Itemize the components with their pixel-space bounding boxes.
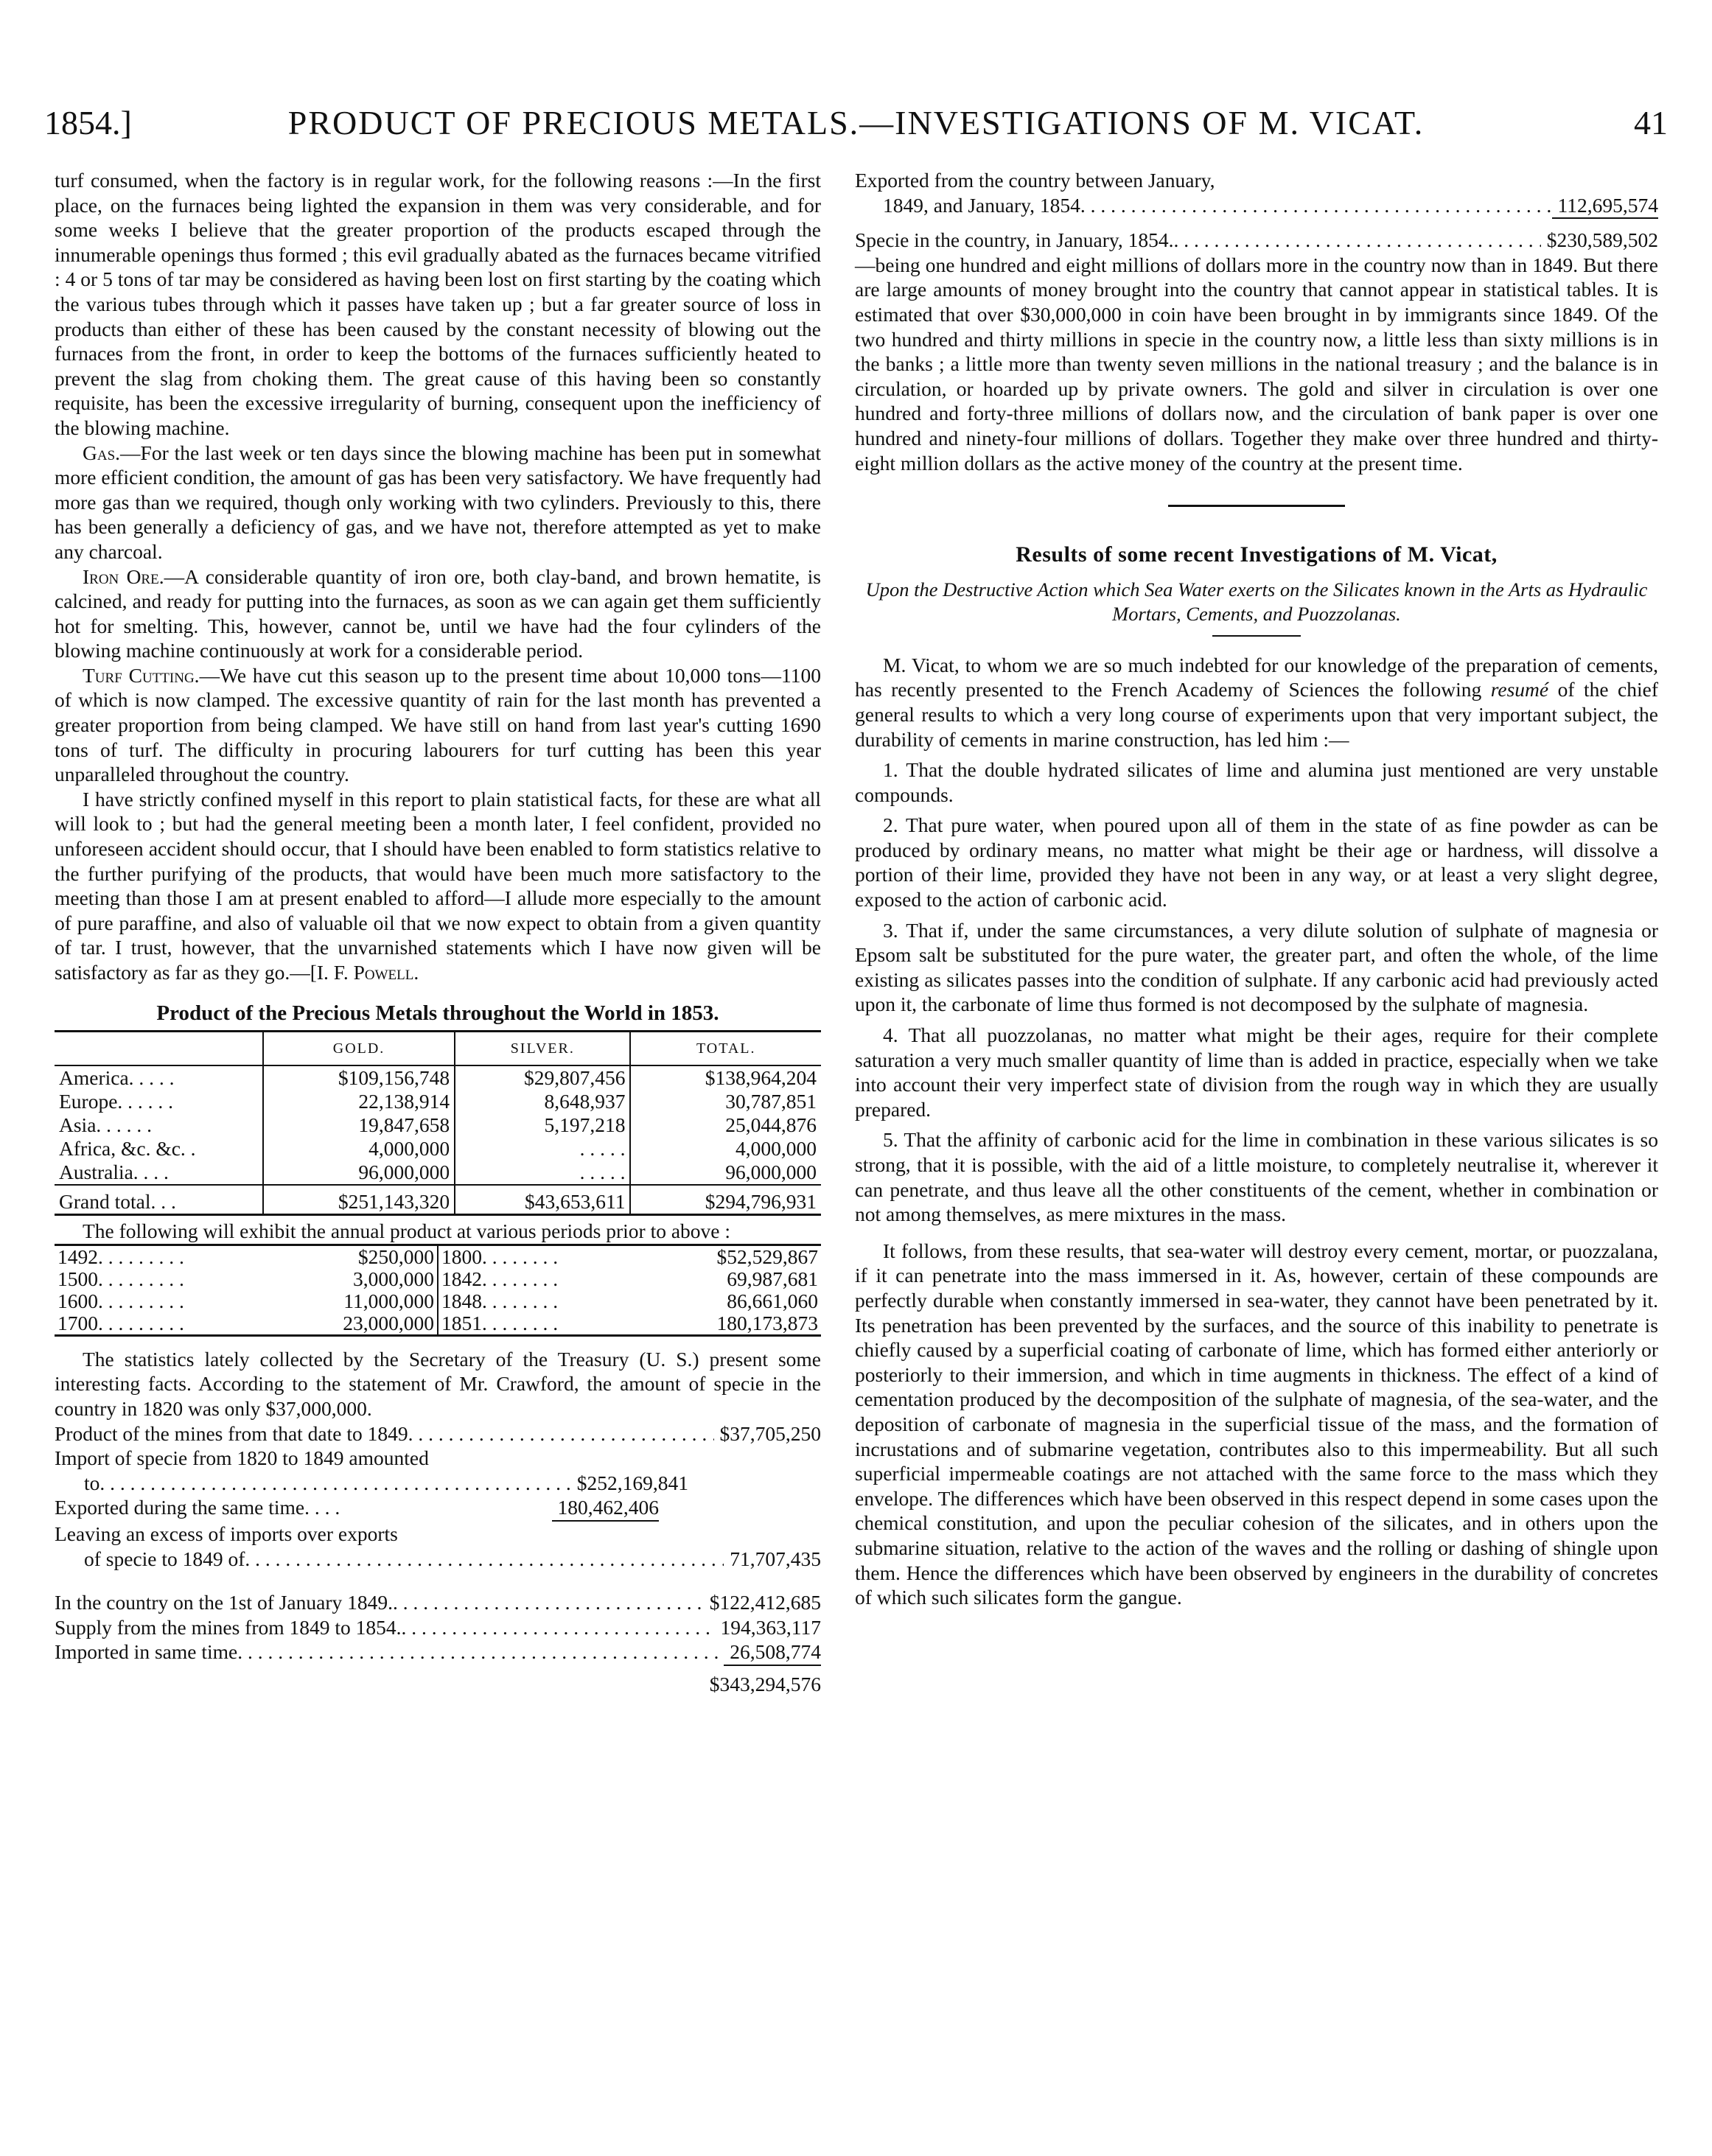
total-cell: $138,964,204 <box>630 1065 821 1090</box>
report-paragraph <box>55 787 821 985</box>
paragraph: turf consumed, when the factory is in regular work, for the following reasons :—In the first place, on the furnaces being lighted the expansion in them was very considerable, and for some weeks I believe that the greater proportion of the products escaped through the innumerable openings thus formed ; this evil gradually abated as the furnaces became vitrified : 4 or 5 tons of tar may be considered as having been lost on first starting by the coating which the various tubes through which it passes have taken up ; but a far greater source of loss in products than either of these has been caused by the constant necessity of blowing out the furnaces from the front, in order to keep the bottoms of the furnaces sufficiently heated to prevent the slag from choking them. The great cause of this having been so constantly requisite, has been the excessive irregularity of burning, consequent upon the inefficiency of the blowing machine. <box>55 169 821 439</box>
total-cell: 30,787,851 <box>630 1090 821 1113</box>
silver-cell: $29,807,456 <box>455 1065 630 1090</box>
ledger-label: Exported from the country between January, <box>855 169 1215 192</box>
ledger-value: 194,363,117 <box>720 1615 821 1639</box>
report-signature: Powell. <box>353 961 419 984</box>
value-cell: 180,173,873 <box>716 1311 818 1334</box>
gold-cell: 22,138,914 <box>263 1090 455 1113</box>
table-row <box>55 1090 821 1113</box>
annual-product-table <box>55 1244 821 1337</box>
ledger-value: 71,707,435 <box>730 1547 821 1570</box>
silver-cell: 8,648,937 <box>455 1090 630 1113</box>
silver-cell: $43,653,611 <box>455 1185 630 1215</box>
left-column <box>55 168 821 1697</box>
iron-ore-label: Iron Ore. <box>83 564 164 588</box>
gold-cell: $109,156,748 <box>263 1065 455 1090</box>
header-year: 1854.] <box>44 104 132 141</box>
gold-cell: 96,000,000 <box>263 1161 455 1185</box>
year-cell: 1492. . . . . . . . . <box>57 1245 184 1268</box>
intro-text: M. Vicat, to whom we are so much indebted for our knowledge of the preparation of cements, has recently presented to the French Academy of Sciences the following <box>855 653 1658 701</box>
silver-header: SILVER. <box>455 1032 630 1066</box>
report-text: I have strictly confined myself in this report to plain statistical facts, for these are what all will look to ; but had the general meeting been a month later, I feel confident, provided no unforeseen accident should occur, that I should have been enabled to form statistics relative to the further purifying of the products, that would have been much more satisfactory to the meeting than those I am at present enabled to afford—I allude more especially to the amount of pure paraffine, and also of valuable oil that we now expect to obtain from a given quantity of tar. I trust, however, that the unvarnished statements which I have now given will be satisfactory as far as they go.—[I. F. <box>55 787 821 984</box>
table-row <box>55 1137 821 1161</box>
ledger-label: Exported during the same time. . . . <box>55 1496 340 1519</box>
right-column <box>855 168 1658 1610</box>
total-cell: 4,000,000 <box>630 1137 821 1161</box>
page-number: 41 <box>1634 104 1668 141</box>
value-cell: $250,000 <box>357 1245 434 1268</box>
value-cell: 3,000,000 <box>352 1267 434 1290</box>
value-cell: 11,000,000 <box>343 1289 434 1312</box>
ledger-label: Supply from the mines from 1849 to 1854. <box>55 1615 402 1639</box>
gold-cell: $251,143,320 <box>263 1185 455 1215</box>
table-row <box>55 1245 821 1268</box>
intro-paragraph <box>855 653 1658 752</box>
year-cell: 1500. . . . . . . . . <box>57 1267 184 1290</box>
turf-cutting-label: Turf Cutting. <box>83 663 200 687</box>
table-row <box>55 1268 821 1290</box>
region-cell: Australia. . . . <box>59 1161 169 1184</box>
ledger-label: Product of the mines from that date to 1849 <box>55 1421 408 1445</box>
ledger-line <box>55 1547 821 1572</box>
gold-header: GOLD. <box>263 1032 455 1066</box>
ledger-line <box>55 1495 659 1522</box>
iron-ore-text: —A considerable quantity of iron ore, both clay-band, and brown hematite, is calcined, and ready for putting into the furnaces, as soon as we can again get them sufficiently hot for smelting. This, however, cannot be, until we have had the four cylinders of the blowing machine continuously at work for a considerable period. <box>55 564 821 662</box>
year-cell: 1700. . . . . . . . . <box>57 1311 184 1334</box>
list-item: 3. That if, under the same circumstances, a very dilute solution of sulphate of magnesia or Epsom salt be substituted for the pure water, the greater part, and often the whole, of the lime existing as silicates passes into the condition of sulphate. If any carbonic acid had previously acted upon it, the carbonate of lime thus formed is not decomposed by the sulphate of magnesia. <box>855 918 1658 1016</box>
region-cell: Africa, &c. &c. . <box>59 1137 196 1161</box>
table-row <box>55 1065 821 1090</box>
list-item: 2. That pure water, when poured upon all of them in the state of as fine powder as can be produced by ordinary means, no matter what might be their age or hardness, will dissolve a portion of their lime, provided they have not been in any way, or at least a very slight degree, exposed to the action of carbonic acid. <box>855 813 1658 911</box>
table-row <box>55 1161 821 1185</box>
table-title: Product of the Precious Metals throughout the World in 1853. <box>156 1001 719 1025</box>
conclusion-paragraph: It follows, from these results, that sea-water will destroy every cement, mortar, or puozzalana, if it can penetrate into the mass immersed in it. As, however, certain of these compounds are perfectly durable when constantly immersed in sea-water, they cannot have been penetrated by it. Its penetration has been prevented by the surfaces, and the source of this inability to penetrate is chiefly caused by a superficial coating of carbonate of lime, which has formed either anteriorly or posteriorly to their immersion, and which in time augments in thickness. The effect of a kind of cementation produced by the decomposition of the sulphate of magnesia, of the sea-water, and the deposition of carbonate of magnesia in the superficial tissue of the mass, and the formation of incrustations and of submarine vegetation, contributes also to this impermeability. But all such superficial impermeable coatings are not attached with the same force to the mass which they envelope. The differences which have been observed in this respect depend in some cases upon the chemical constitution, and upon the peculiar cohesion of the silicates, and in others upon the submarine situation, relative to the action of the waves and the rolling or dashing of shingle upon them. Hence the differences which have been observed by engineers in the durability of concretes of which such silicates form the gangue. <box>855 1239 1658 1609</box>
table-row <box>55 1290 821 1312</box>
turf-cutting-text: —We have cut this season up to the present time about 10,000 tons—1100 of which is now clamped. The excessive quantity of rain for the last month has prevented a greater proportion from being clamped. We have still on hand from last year's cutting 1690 tons of turf. The difficulty in procuring labourers for turf cutting has been this year unparalleled throughout the country. <box>55 663 821 786</box>
silver-cell: . . . . . <box>455 1161 630 1185</box>
total-header: TOTAL. <box>630 1032 821 1066</box>
silver-cell: 5,197,218 <box>455 1113 630 1137</box>
region-cell: America. . . . . <box>59 1066 175 1090</box>
region-cell: Grand total. . . <box>55 1185 263 1215</box>
ledger-line <box>55 1639 821 1666</box>
year-cell: 1842. . . . . . . . <box>438 1268 643 1290</box>
ledger-line <box>855 193 1658 220</box>
gold-cell: 19,847,658 <box>263 1113 455 1137</box>
table-row <box>55 1113 821 1137</box>
ledger-line <box>855 228 1658 253</box>
statistics-paragraph: The statistics lately collected by the Secretary of the Treasury (U. S.) present some interesting facts. According to the statement of Mr. Crawford, the amount of specie in the country in 1820 was only $37,000,000. <box>55 1347 821 1420</box>
list-item: 4. That all puozzolanas, no matter what might be their ages, require for their complete saturation a very much smaller quantity of lime than is added in practice, especially when we take into account their very imperfect state of division from the rough way in which they are usually prepared. <box>855 1023 1658 1121</box>
ledger-value: $252,169,841 <box>576 1471 688 1494</box>
list-item: 5. That the affinity of carbonic acid for the lime in combination in these various silicates is so strong, that it is possible, with the aid of a little moisture, to completely neutralise it, wherever it can penetrate, and thus leave all the other constituents of the cement, whether in combination or not among themselves, as mere mixtures in the mass. <box>855 1128 1658 1226</box>
silver-cell: . . . . . <box>455 1137 630 1161</box>
region-cell: Asia. . . . . . <box>59 1113 153 1137</box>
ledger-label: In the country on the 1st of January 1849. <box>55 1591 394 1614</box>
region-header <box>55 1032 263 1066</box>
ledger-label: to <box>84 1471 100 1494</box>
ledger-value: 180,462,406 <box>552 1495 660 1522</box>
running-header <box>44 103 1668 147</box>
ledger-label: Specie in the country, in January, 1854. <box>855 228 1174 252</box>
ledger-label: Leaving an excess of imports over exports <box>55 1522 398 1545</box>
ledger-label: Import of specie from 1820 to 1849 amounted <box>55 1446 429 1470</box>
ledger-line <box>55 1421 821 1446</box>
ledger-value: 112,695,574 <box>1552 193 1658 220</box>
value-cell: 23,000,000 <box>343 1311 434 1334</box>
ledger-value: 26,508,774 <box>724 1639 821 1666</box>
paragraph: —being one hundred and eight millions of dollars more in the country now than in 1849. But there are large amounts of money brought into the country that cannot appear in statistical tables. It is estimated that over $30,000,000 in coin have been brought in by immigrants since 1849. Of the two hundred and thirty millions in specie in the country now, a little less than sixty millions is in the banks ; a little more than twenty seven millions in the national treasury ; and the balance is in circulation, or hoarded up by private owners. The gold and silver in circulation is over one hundred and forty-three millions of dollars now, and the circulation of bank paper is over one hundred and ninety-four millions of dollars. Together they make over three hundred and thirty-eight million dollars as the active money of the country at the present time. <box>855 253 1658 475</box>
gas-text: —For the last week or ten days since the blowing machine has been put in somewhat more efficient condition, the amount of gas has been very satisfactory. We have frequently had more gas than we required, though only working with two cylinders. Previously to this, there has been generally a deficiency of gas, and we have not, therefore attempted as yet to make any charcoal. <box>55 441 821 563</box>
year-cell: 1851. . . . . . . . <box>438 1312 643 1336</box>
value-cell: $52,529,867 <box>716 1245 818 1268</box>
header-title: PRODUCT OF PRECIOUS METALS.—INVESTIGATIONS OF M. VICAT. <box>287 104 1425 141</box>
list-item: 1. That the double hydrated silicates of lime and alumina just mentioned are very unstable compounds. <box>855 758 1658 806</box>
ledger-line <box>55 1615 821 1640</box>
total-cell: $294,796,931 <box>630 1185 821 1215</box>
ledger-sum: $343,294,576 <box>709 1672 821 1695</box>
value-cell: 86,661,060 <box>727 1289 818 1312</box>
ledger-value: $122,412,685 <box>709 1591 821 1614</box>
ledger-line <box>55 1471 688 1496</box>
table-row <box>55 1312 821 1336</box>
intro-text: of the chief general results to which a very long course of experiments upon that very important subject, the durability of cements in marine construction, has led him :— <box>855 678 1659 751</box>
iron-ore-paragraph <box>55 564 821 663</box>
ledger-value: $230,589,502 <box>1546 228 1658 252</box>
total-cell: 25,044,876 <box>630 1113 821 1137</box>
precious-metals-table <box>55 1030 821 1216</box>
intro-emphasis: resumé <box>1490 678 1549 701</box>
year-cell: 1800. . . . . . . . <box>438 1245 643 1268</box>
gas-paragraph <box>55 441 821 564</box>
ledger-label: Imported in same time <box>55 1640 238 1664</box>
ledger-label: of specie to 1849 of <box>84 1547 245 1570</box>
annual-intro: The following will exhibit the annual product at various periods prior to above : <box>83 1219 731 1243</box>
region-cell: Europe. . . . . . <box>59 1090 174 1113</box>
year-cell: 1848. . . . . . . . <box>438 1290 643 1312</box>
ledger-value: $37,705,250 <box>719 1421 821 1445</box>
gold-cell: 4,000,000 <box>263 1137 455 1161</box>
grand-total-row <box>55 1185 821 1215</box>
article-subheading: Upon the Destructive Action which Sea Water exerts on the Silicates known in the Arts as Hydraulic Mortars, Cements, and Puozzolanas. <box>865 578 1648 625</box>
gas-label: Gas. <box>83 441 121 464</box>
value-cell: 69,987,681 <box>727 1267 818 1290</box>
total-cell: 96,000,000 <box>630 1161 821 1185</box>
article-heading: Results of some recent Investigations of M. Vicat, <box>1016 542 1498 567</box>
year-cell: 1600. . . . . . . . . <box>57 1289 184 1312</box>
turf-cutting-paragraph <box>55 663 821 787</box>
ledger-label: 1849, and January, 1854 <box>883 193 1080 217</box>
ledger-line <box>55 1590 821 1615</box>
